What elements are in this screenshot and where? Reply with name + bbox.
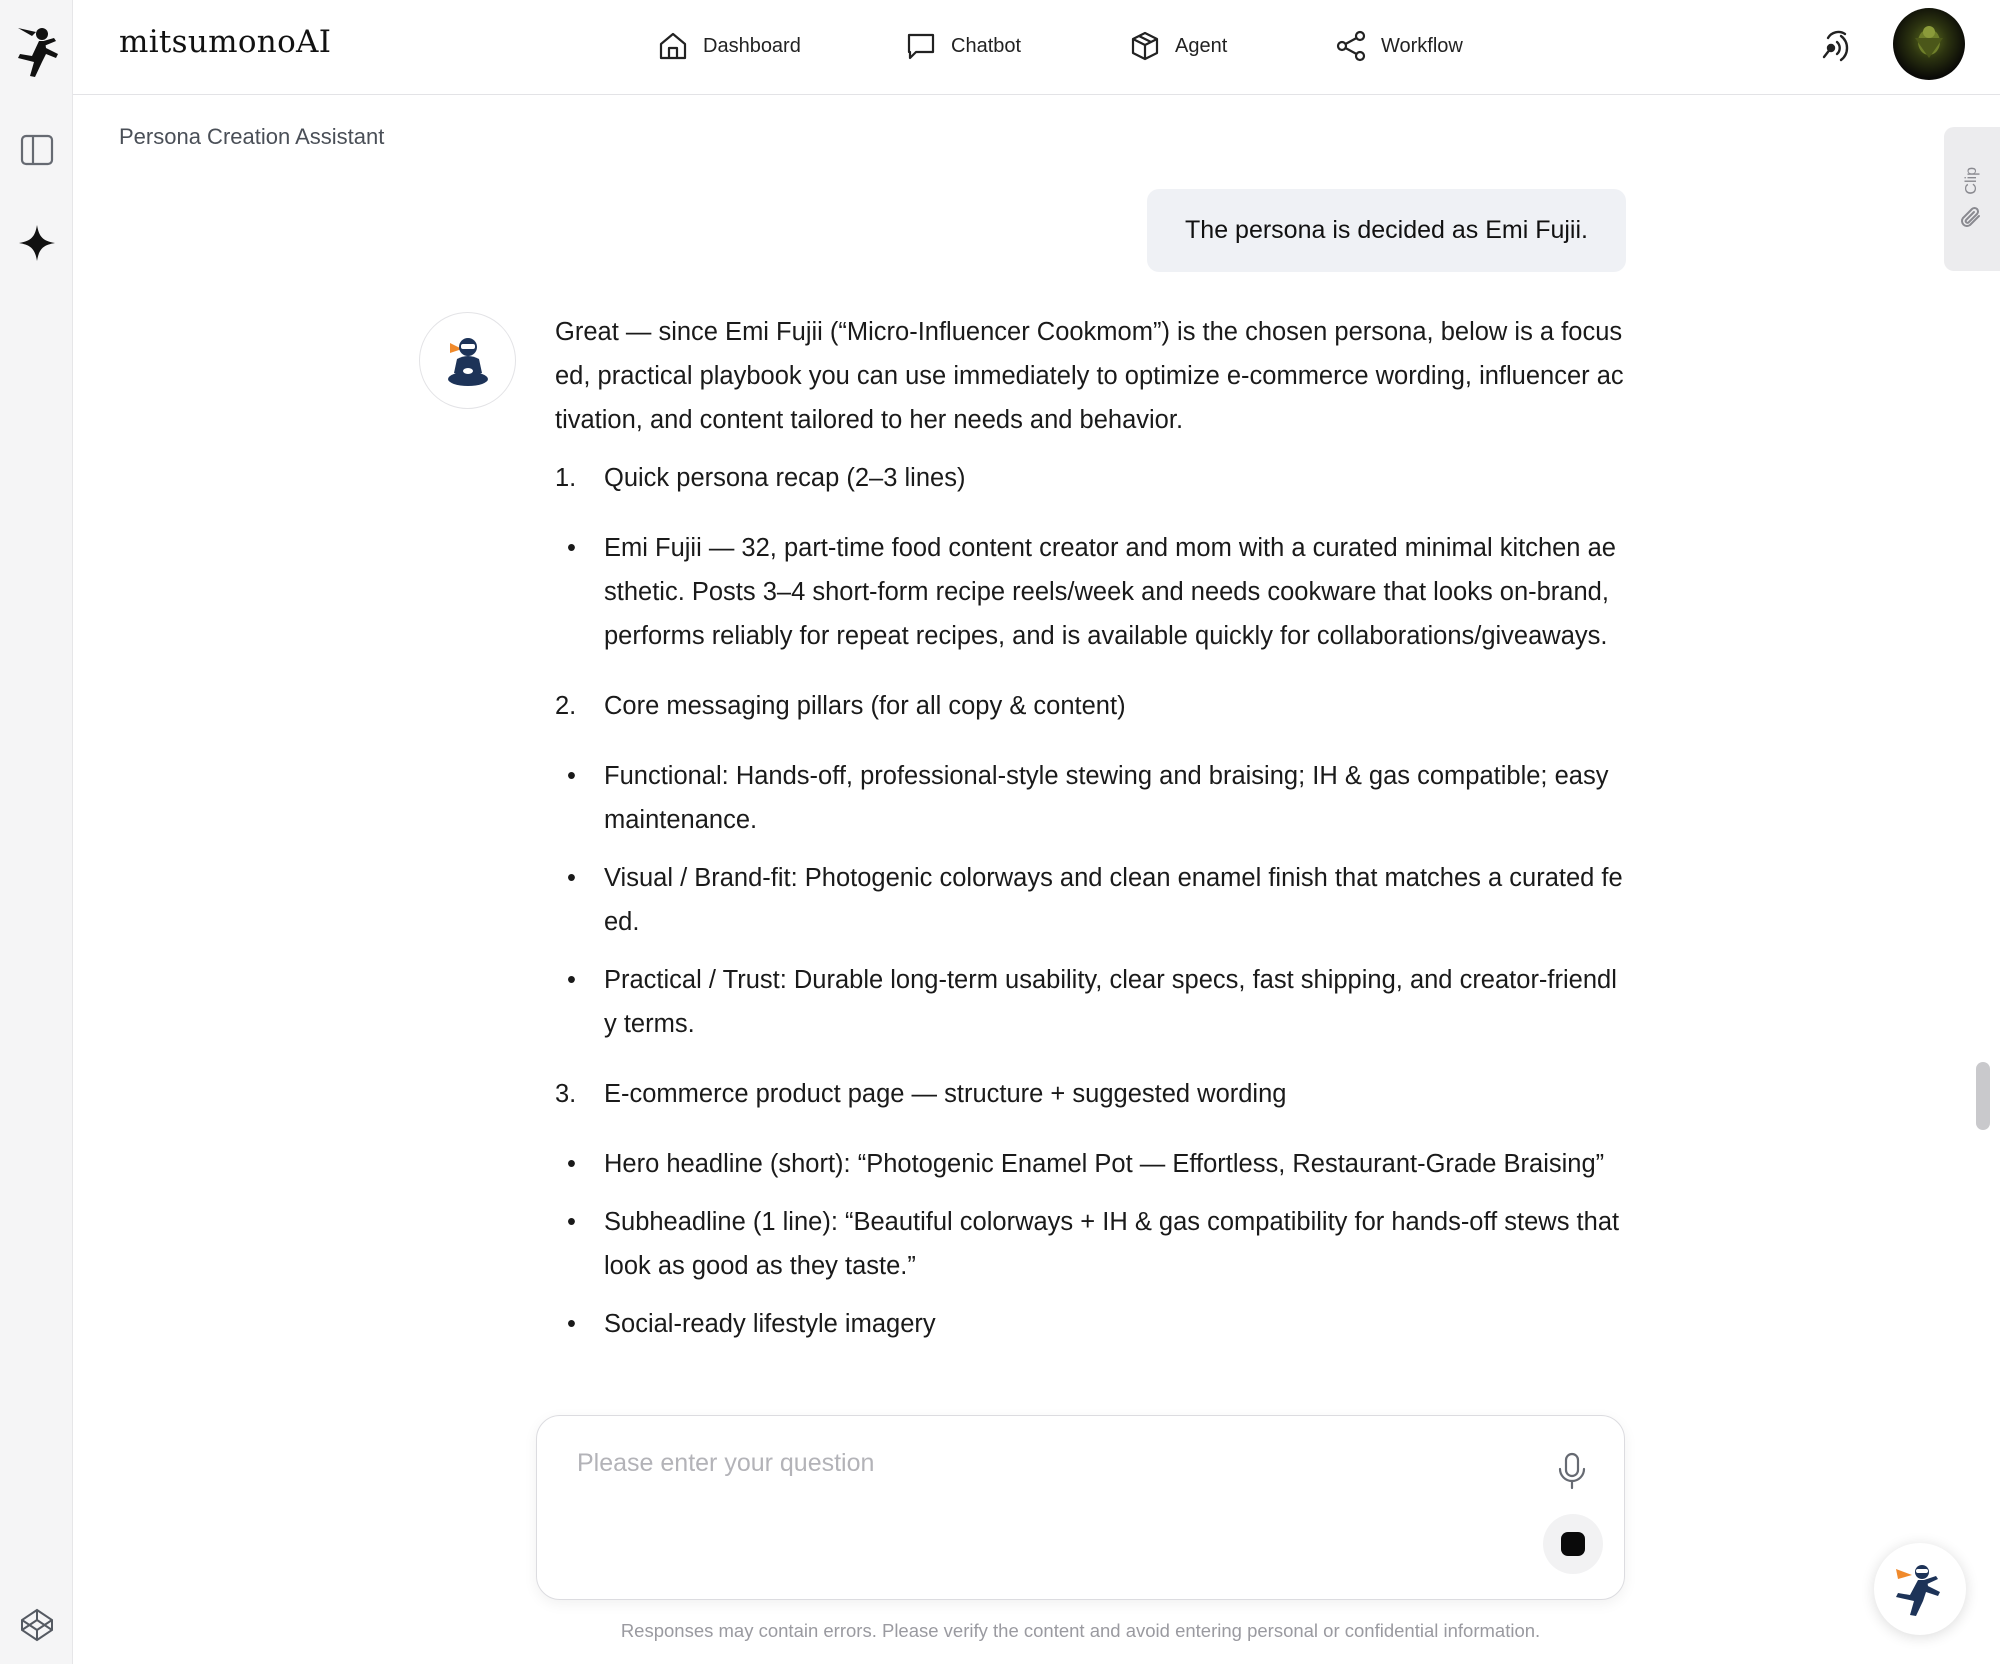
user-message-text: The persona is decided as Emi Fujii. [1185, 216, 1588, 244]
assistant-avatar [419, 312, 516, 409]
bullet-text: Hero headline (short): “Photogenic Enamel Pot — Effortless, Restaurant-Grade Braising” [604, 1150, 1605, 1178]
nav-agent[interactable] [1129, 26, 1227, 66]
clip-label: Clip [1963, 167, 1980, 195]
item-number: 1. [555, 464, 577, 492]
bullet-text: Functional: Hands-off, professional-style stewing and braising; IH & gas compatible; easy maintenance. [604, 762, 1609, 834]
share-nodes-icon [1335, 30, 1367, 62]
codepen-cube-icon[interactable] [0, 1605, 73, 1645]
running-ninja-icon [1890, 1559, 1950, 1619]
paperclip-icon [1959, 205, 1985, 231]
numbered-item [555, 684, 1627, 728]
sidebar-toggle-icon[interactable] [0, 130, 73, 170]
user-message-bubble [1147, 189, 1626, 272]
page-title: Persona Creation Assistant [119, 124, 385, 149]
bullet-text: Emi Fujii — 32, part-time food content creator and mom with a curated minimal kitchen aesthetic. Posts 3–4 short-form recipe reels/week and needs cookware that looks on-brand, performs reliably for repeat recipes, and is available quickly for collaborations/giveaways. [604, 534, 1616, 650]
assistant-fab-button[interactable] [1874, 1543, 1966, 1635]
bullet-item: • Social-ready lifestyle imagery [555, 1302, 1627, 1346]
disclaimer-text: Responses may contain errors. Please verify the content and avoid entering personal or confidential information. [620, 1620, 1541, 1641]
question-input-box [536, 1415, 1625, 1600]
item-number: 2. [555, 692, 577, 720]
assistant-message [555, 310, 1627, 1405]
scrollbar-thumb[interactable] [1976, 1062, 1990, 1130]
nav-dashboard-label: Dashboard [703, 34, 801, 57]
home-icon [657, 30, 689, 62]
bullet-text: Social-ready lifestyle imagery [604, 1310, 936, 1338]
broadcast-icon[interactable] [1815, 26, 1855, 71]
stop-icon [1561, 1532, 1585, 1556]
bullet-item: • Subheadline (1 line): “Beautiful colorways + IH & gas compatibility for hands-off stews that look as good as they taste.” [555, 1200, 1627, 1288]
nav-agent-label: Agent [1175, 34, 1228, 57]
nav-chatbot[interactable] [905, 26, 1021, 66]
bullet-item: • Emi Fujii — 32, part-time food content creator and mom with a curated minimal kitchen aesthetic. Posts 3–4 short-form recipe reels/week and needs cookware that looks on-brand, performs reliably for repeat recipes, and is available quickly for collaborations/giveaways. [555, 526, 1627, 658]
item-title: E-commerce product page — structure + suggested wording [604, 1080, 1287, 1108]
bullet-text: Practical / Trust: Durable long-term usability, clear specs, fast shipping, and creator-friendly terms. [604, 966, 1617, 1038]
nav-dashboard[interactable] [657, 26, 801, 66]
bullet-item: • Practical / Trust: Durable long-term usability, clear specs, fast shipping, and creator-friendly terms. [555, 958, 1627, 1046]
chat-bubble-icon [905, 30, 937, 62]
bullet-text: Visual / Brand-fit: Photogenic colorways and clean enamel finish that matches a curated feed. [604, 864, 1623, 936]
item-number: 3. [555, 1080, 577, 1108]
numbered-item [555, 456, 1627, 500]
meditating-ninja-icon [442, 333, 494, 389]
question-input[interactable] [577, 1438, 1517, 1488]
ninja-logo-icon[interactable] [0, 22, 73, 82]
item-title: Core messaging pillars (for all copy & content) [604, 692, 1126, 720]
user-avatar[interactable] [1893, 8, 1965, 80]
nav-workflow[interactable] [1335, 26, 1463, 66]
bullet-text: Subheadline (1 line): “Beautiful colorways + IH & gas compatibility for hands-off stews that look as good as they taste.” [604, 1208, 1620, 1280]
bullet-item: • Hero headline (short): “Photogenic Enamel Pot — Effortless, Restaurant-Grade Braising” [555, 1142, 1627, 1186]
item-title: Quick persona recap (2–3 lines) [604, 464, 966, 492]
bullet-item: • Visual / Brand-fit: Photogenic colorways and clean enamel finish that matches a curated feed. [555, 856, 1627, 944]
brand-name[interactable]: mitsumonoAI [119, 24, 332, 60]
bullet-item: • Functional: Hands-off, professional-style stewing and braising; IH & gas compatible; easy maintenance. [555, 754, 1627, 842]
sparkle-icon[interactable] [0, 222, 73, 264]
clip-tab[interactable] [1944, 127, 2000, 271]
nav-chatbot-label: Chatbot [951, 34, 1022, 57]
cube-icon [1129, 30, 1161, 62]
content-fade [540, 1380, 1640, 1410]
microphone-icon[interactable] [1557, 1452, 1587, 1495]
stop-button[interactable] [1543, 1514, 1603, 1574]
answer-intro: Great — since Emi Fujii (“Micro-Influencer Cookmom”) is the chosen persona, below is a focused, practical playbook you can use immediately to optimize e-commerce wording, influencer activation, and content tailored to her needs and behavior. [555, 318, 1624, 434]
nav-workflow-label: Workflow [1381, 34, 1463, 57]
numbered-item [555, 1072, 1627, 1116]
top-navigation-bar [73, 0, 2000, 95]
left-sidebar [0, 0, 73, 1664]
